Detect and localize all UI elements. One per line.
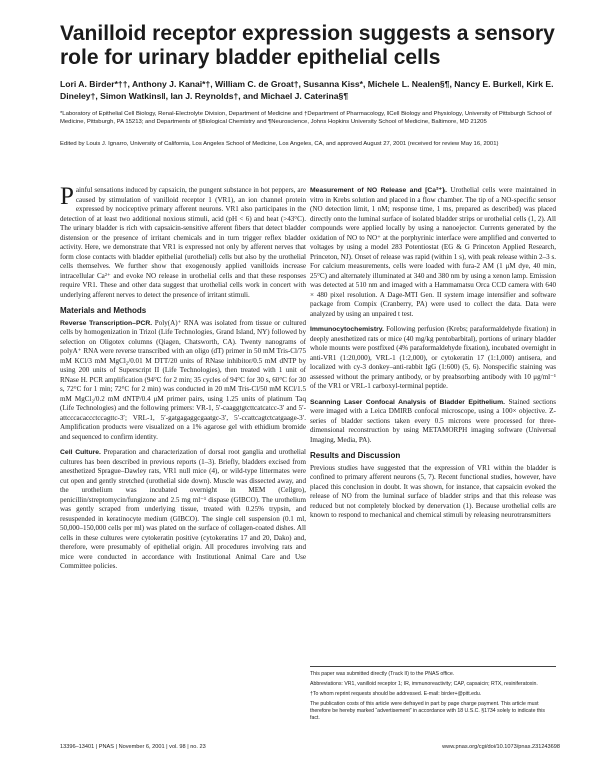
methods-heading: Materials and Methods xyxy=(60,306,147,315)
results-text: Previous studies have suggested that the expression of VR1 within the bladder is confined to primary afferent neurons (5, 7). Recent functional studies, however, have placed this conclusion in doubt. It was shown, for instance, that capsaicin evoked the release of NO from the luminal surface of bladder strips and that this release was reduced but not completely blocked by denervation (1). Because urothelial cells are known to respond to mechanical and chemical stimuli by releasing neurotransmitters xyxy=(310,463,556,519)
affiliations: *Laboratory of Epithelial Cell Biology, Renal-Electrolyte Division, Department of Medicine and †Department of Pharmacology, ‖Cell Biology and Physiology, University of Pittsburgh School of Medicine, Pittsburgh, PA 15213; and Departments of §Biological Chemistry and ¶Neuroscience, Johns Hopkins University School of Medicine, Baltimore, MD 21205 xyxy=(60,111,552,125)
right-column xyxy=(310,186,556,521)
confocal-section xyxy=(310,398,556,446)
results-heading: Results and Discussion xyxy=(310,451,401,460)
left-column xyxy=(60,183,306,572)
footnote: This paper was submitted directly (Track II) to the PNAS office. xyxy=(310,671,455,677)
no-release-text: Urothelial cells were maintained in vitro in Krebs solution and placed in a flow chamber. The tip of a NO-specific sensor (NO detection limit, 1 nM; response time, 1 ms, prepared as described) was placed directly onto the luminal surface of isolated bladder strips or urothelial cells (1, 2). All compounds were applied locally by using a nanoejector. Currents generated by the oxidation of NO to NO⁺ at the porphyrinic interface were amplified and converted to voltages by using a model 283 Potentiostat (EG & G Princeton Applied Research, Princeton, NJ). Onset of release was rapid (within 1 s), with peak release within 2–3 s. For calcium measurements, cells were loaded with fura-2 AM (1 μM dye, 40 min, 25°C) and alternately illuminated at 340 and 380 nm by using a xenon lamp. Emission was detected at 510 nm and imaged with a Hammamatsu Orca CCD camera with 640 × 480 pixel resolution. A Dage-MTI Gen. II system image intensifier and software package from Compix (Cranberry, PA) were used to collect the data. Data were analyzed by using an unpaired t test. xyxy=(310,186,556,318)
journal-citation: 13396–13401 | PNAS | November 6, 2001 | vol. 98 | no. 23 xyxy=(60,744,206,750)
abstract-text: ainful sensations induced by capsaicin, the pungent substance in hot peppers, are caused by stimulation of vanilloid receptor 1 (VR1), an ion channel protein expressed by nociceptive primary afferent neurons. VR1 also participates in the detection of at least two additional noxious stimuli, acid (pH < 6) and heat (>43°C). The urinary bladder is rich with capsaicin-sensitive afferent fibers that detect bladder distension or the presence of irritant chemicals and in turn trigger reflex bladder activity. Here, we demonstrate that VR1 is expressed not only by afferent nerves that form close contacts with bladder epithelial (urothelial) cells but also by the urothelial cells themselves. We further show that exogenously applied vanilloids increase intracellular Ca²⁺ and evoke NO release in urothelial cells and that these responses require VR1. These and other data suggest that urothelial cells work in concert with underlying afferent nerves to detect the presence of irritant stimuli. xyxy=(60,186,306,299)
doi-link[interactable]: www.pnas.org/cgi/doi/10.1073/pnas.231243698 xyxy=(442,744,560,750)
edited-by-note: Edited by Louis J. Ignarro, University of California, Los Angeles School of Medicine, Los Angeles, CA, and approved August 27, 2001 (received for review May 16, 2001) xyxy=(60,141,499,147)
immuno-heading: Immunocytochemistry. xyxy=(310,326,384,333)
cell-culture-heading: Cell Culture. xyxy=(60,449,101,456)
page-footer xyxy=(60,742,560,752)
footnote: Abbreviations: VR1, vanilloid receptor 1; IR, immunoreactivity; CAP, capsaicin; RTX, resiniferatoxin. xyxy=(310,681,538,687)
confocal-text: Stained sections were imaged with a Leica DMIRB confocal microscope, using a 100× objective. Z-series of bladder sections taken every 0.5 microns were processed for three-dimensional reconstruction by using METAMORPH imaging software (Universal Imaging, Media, PA). xyxy=(310,397,556,444)
cell-culture-text: Preparation and characterization of dorsal root ganglia and urothelial cultures has been described in previous reports (1–3). Briefly, bladders excised from anesthetized Sprague–Dawley rats, VR1 null mice (4), or wild-type littermates were cut open and gently stretched (urothelial side down). Muscle was dissected away, and the urothelium was incubated overnight in MEM (Cellgro), penicillin/streptomycin/fungizone and 2.5 mg ml⁻¹ dispase (GIBCO). The urothelium was gently scraped from underlying tissue, treated with 0.25% trypsin, and resuspended in keratinocyte medium (GIBCO). The single cell suspension (0.1 ml, 50,000–150,000 cells per ml) was plated on the surface of collagen-coated dishes. All cells in these cultures were cytokeratin positive (cytokeratins 17 and 20, Dako) and, therefore, were presumably of epithelial origin. All procedures involving rats and mice were conducted in accordance with Institutional Animal Care and Use Committee policies. xyxy=(60,448,306,570)
rt-pcr-text: Poly(A)⁺ RNA was isolated from tissue or cultured cells by homogenization in Trizol (Life Technologies, Grand Island, NY) followed by selection on Oligotex columns (Qiagen, Chatsworth, CA). Twenty nanograms of polyA⁺ RNA were reverse transcribed with an oligo (dT) primer in 50 mM Tris-Cl/75 mM KCl/3 mM MgCl₂/0.01 M DTT/20 units of RNase inhibitor/0.5 mM dNTP by using 200 units of Superscript II (Life Technologies), then treated with 1 unit of RNase H. PCR amplification (94°C for 2 min; 35 cycles of 94°C for 30 s, 60°C for 30 s, 72°C for 1 min; 72°C for 2 min) was conducted in 20 mM Tris-Cl/50 mM KCl/1.5 mM MgCl₂/0.2 mM dNTP/0.4 μM primer pairs, using 1.25 units of platinum Taq (Life Technologies) and the following primers: VR-1, 5′-caaggtgtcttcatcatcc-3′ and 5′-attcccacaccctccagttc-3′; VRL-1, 5′-gatgagaggcgaatgc-3′, 5′-ccattcagtctcatgaage-3′. Amplification products were visualized on a 1% agarose gel with ethidium bromide and sequenced to confirm identity. xyxy=(60,318,306,441)
footnote: †To whom reprint requests should be addressed. E-mail: birder+@pitt.edu. xyxy=(310,691,482,697)
no-release-heading: Measurement of NO Release and [Ca²⁺]ᵢ. xyxy=(310,187,448,194)
article-title: Vanilloid receptor expression suggests a sensory role for urinary bladder epithelial cells xyxy=(60,22,555,69)
footnote: The publication costs of this article were defrayed in part by page charge payment. This article must therefore be hereby marked “advertisement” in accordance with 18 U.S.C. §1734 solely to indicate this fact. xyxy=(310,701,546,721)
immuno-text: Following perfusion (Krebs; paraformaldehyde fixation) in deeply anesthetized rats or mice (40 mg/kg pentobarbital), portions of urinary bladder whole mounts were postfixed (4% paraformaldehyde fixation), incubated overnight in anti-VR1 (1:20,000), VRL-1 (1:2,000), or cytokeratin 17 (1:1,000) antisera, and localized with cy-3 donkey–anti-rabbit IgG (1:600) (5, 6). Nonspecific staining was assessed without the primary antibody, or by preabsorbing antibody with 10 μg/ml⁻¹ of the VR1 or VRL-1 carboxyl-terminal peptide. xyxy=(310,325,556,390)
immuno-section xyxy=(310,325,556,392)
rt-pcr-section xyxy=(60,319,306,443)
footnotes xyxy=(310,666,556,725)
no-release-section xyxy=(310,186,556,319)
author-list: Lori A. Birder*††, Anthony J. Kanai*†, William C. de Groat†, Susanna Kiss*, Michele L. Nealen§¶, Nancy E. Burke‖, Kirk E. Dineley†, Simon Watkins‖, Ian J. Reynolds†, and Michael J. Caterina§¶ xyxy=(60,79,554,101)
cell-culture-section xyxy=(60,448,306,572)
confocal-heading: Scanning Laser Confocal Analysis of Bladder Epithelium. xyxy=(310,398,506,406)
abstract-dropcap: P xyxy=(60,183,74,210)
rt-pcr-heading: Reverse Transcription–PCR. xyxy=(60,319,153,327)
abstract xyxy=(60,183,306,300)
